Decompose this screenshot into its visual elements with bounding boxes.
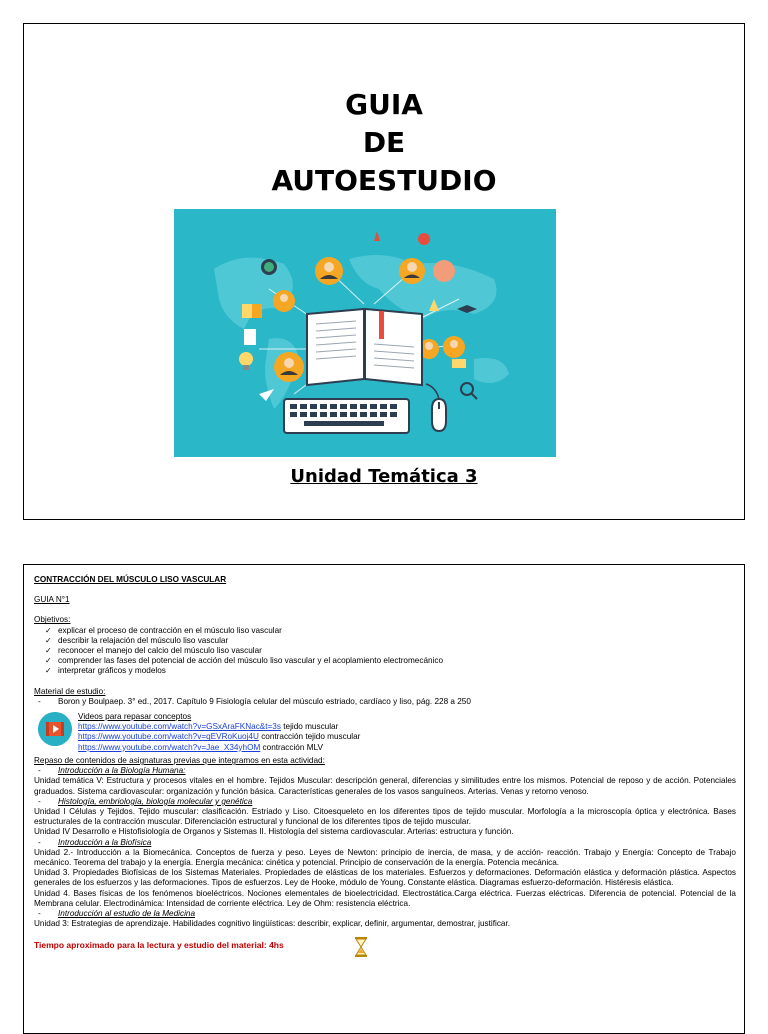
objective-item: ✓ interpretar gráficos y modelos xyxy=(34,666,736,676)
objectives-list xyxy=(34,626,736,677)
subject-text: Unidad 2.- Introducción a la Biomecánica. Conceptos de fuerza y peso. Leyes de Newton: principio de inercia, de masa, y de acción- reacción. Trabajo y Energía: Concepto de Trabajo mecánico. Teorema del trabajo y la energía. Energía mecánica: cinética y potencial. Principio de conservación de la energía. Potencia mecánica. xyxy=(34,847,736,868)
subject-heading: - Introducción a la Biología Humana: xyxy=(34,766,736,776)
video-link-row: https://www.youtube.com/watch?v=Jae_X34yhOM contracción MLV xyxy=(78,742,323,752)
cover-page xyxy=(23,23,745,520)
time-estimate: Tiempo aproximado para la lectura y estudio del material: 4hs xyxy=(34,940,284,951)
subject-text: Unidad IV Desarrollo e Histofisiología de Organos y Sistemas II. Histología del sistema cardiovascular. Arterias: estructura y función. xyxy=(34,827,514,837)
review-label: Repaso de contenidos de asignaturas previas que integramos en esta actividad: xyxy=(34,756,325,766)
subject-heading: - Introducción al estudio de la Medicina xyxy=(34,909,736,919)
subject-text: Unidad I Células y Tejidos. Tejido muscular: clasificación. Estriado y Liso. Citoesqueleto en los diferentes tipos de tejido muscular. Morfología a la microscopía óptica y electrónica. Bases estructurales de la contracción muscular. Diferenciación estructural y funcional de los diferentes tipos de tejido muscular. xyxy=(34,807,736,827)
objective-item: ✓ comprender las fases del potencial de acción del músculo liso vascular y el acoplamiento electromecánico xyxy=(34,656,736,666)
guide-content xyxy=(34,575,736,957)
subject-text: Unidad 3. Propiedades Biofísicas de los Sistemas Materiales. Propiedades de elásticas de los materiales. Esfuerzos y deformaciones. Deformación elástica y deformación plástica. Aspectos generales de los esfuerzos y las deformaciones. Tipos de esfuerzos. Ley de Hooke, módulo de Young. Constante elástica. Diagramas esfuerzo-deformación. Histéresis elástica. xyxy=(34,868,736,888)
video-link[interactable]: https://www.youtube.com/watch?v=Jae_X34yhOM xyxy=(78,742,261,752)
subject-text: Unidad temática V: Estructura y procesos vitales en el hombre. Tejidos Muscular: descripción general, diferencias y similitudes entre los mismos. Potencial de reposo y de acción. Potenciales graduados. Sistema cardiovascular: organización y función básica. Características generales de los vasos sanguíneos. Arterias. Venas y retorno venoso. xyxy=(34,776,736,796)
video-link[interactable]: https://www.youtube.com/watch?v=qEVRoKuoj4U xyxy=(78,732,259,742)
cover-illustration xyxy=(174,209,556,457)
subject-heading: - Histología, embriología, biología molecular y genética xyxy=(34,797,736,807)
video-link-row: https://www.youtube.com/watch?v=qEVRoKuoj4U contracción tejido muscular xyxy=(78,732,361,742)
objective-item: ✓ reconocer el manejo del calcio del músculo liso vascular xyxy=(34,646,736,656)
objectives-label: Objetivos: xyxy=(34,615,71,625)
cover-title-line: DE xyxy=(362,126,406,159)
time-estimate-row xyxy=(34,937,736,957)
videos-label: Videos para repasar conceptos xyxy=(78,712,192,722)
section-heading: CONTRACCIÓN DEL MÚSCULO LISO VASCULAR xyxy=(34,575,227,584)
subject-text: Unidad 3: Estrategias de aprendizaje. Habilidades cognitivo lingüísticas: describir, explicar, definir, argumentar, demostrar, justificar. xyxy=(34,919,511,929)
cover-title-line: GUIA xyxy=(345,88,423,121)
subject-text: Unidad 4. Bases físicas de los fenómenos bioeléctricos. Nociones elementales de bioelectricidad. Electrostática.Carga eléctrica. Fuerzas eléctricas. Diferencia de potencial. Potencial de la Membrana celular. Electrodinámica: Intensidad de corriente eléctrica. Ley de Ohm: resistencia eléctrica. xyxy=(34,888,736,908)
guide-number: GUIA N°1 xyxy=(34,595,70,605)
cover-title-line: AUTOESTUDIO xyxy=(271,164,497,197)
video-link-row: https://www.youtube.com/watch?v=GSxAraFKNac&t=3s tejido muscular xyxy=(78,722,339,732)
study-illustration-icon xyxy=(174,209,556,457)
guide-page xyxy=(23,564,745,1034)
subject-heading: - Introducción a la Biofísica xyxy=(34,838,736,848)
video-play-icon xyxy=(38,712,72,746)
material-item: - Boron y Boulpaep. 3° ed., 2017. Capítulo 9 Fisiología celular del músculo estriado, cardíaco y liso, pág. 228 a 250 xyxy=(34,697,736,707)
hourglass-icon xyxy=(354,937,368,957)
material-label: Material de estudio: xyxy=(34,686,106,696)
videos-block xyxy=(34,712,736,756)
unit-subtitle: Unidad Temática 3 xyxy=(290,466,478,487)
video-link[interactable]: https://www.youtube.com/watch?v=GSxAraFKNac&t=3s xyxy=(78,722,281,732)
objective-item: ✓ explicar el proceso de contracción en el músculo liso vascular xyxy=(34,626,736,636)
objective-item: ✓ describir la relajación del músculo liso vascular xyxy=(34,636,736,646)
cover-title xyxy=(24,86,744,200)
